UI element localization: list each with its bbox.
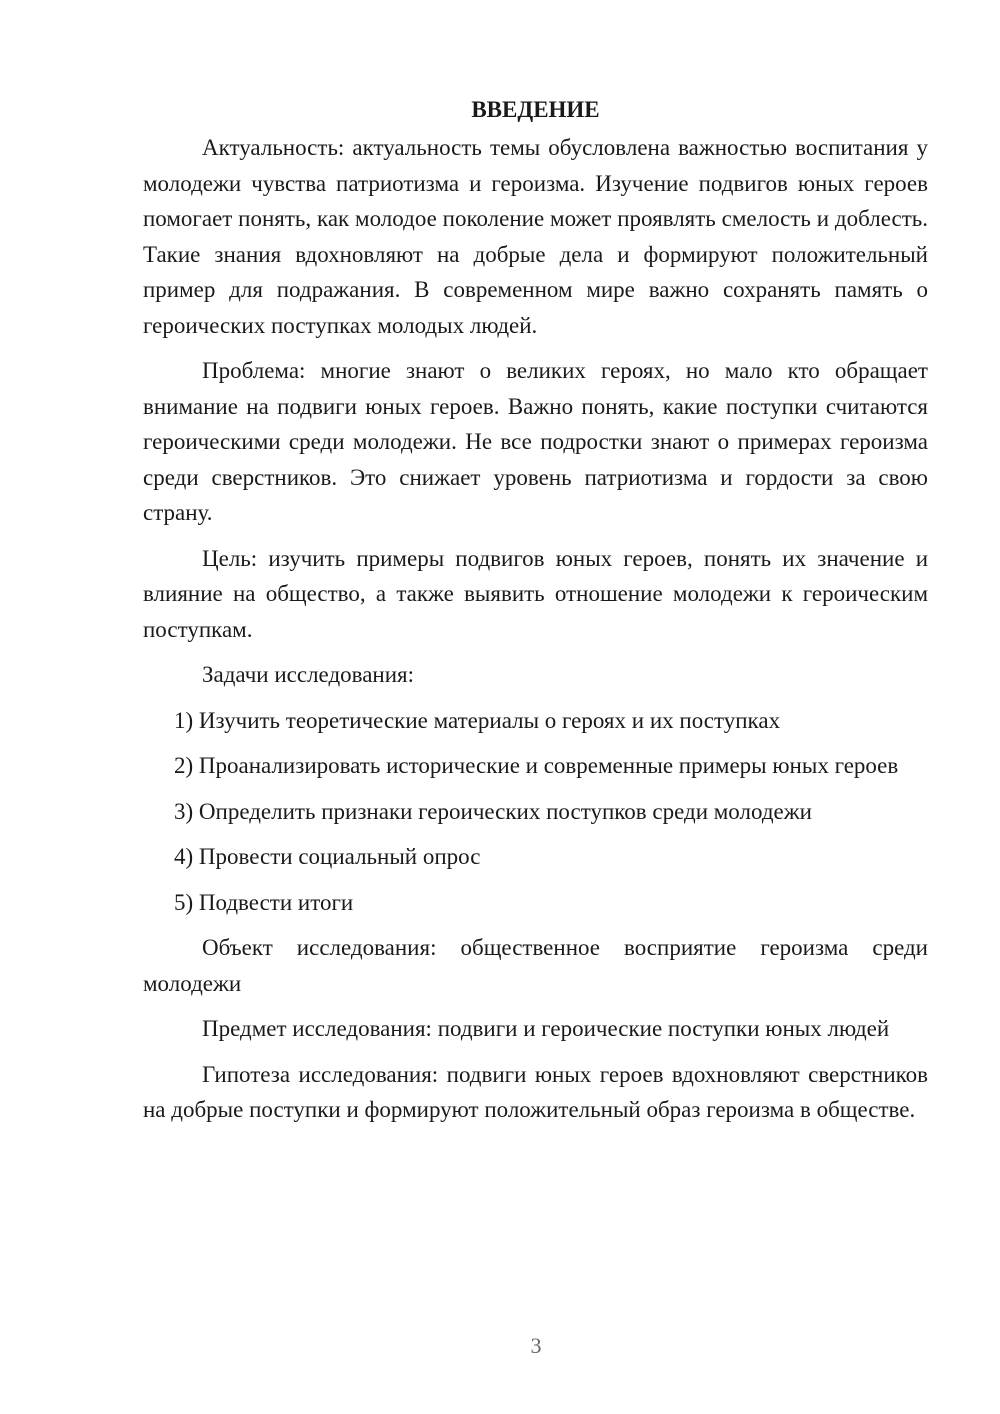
page-content bbox=[143, 92, 928, 1138]
page-number: 3 bbox=[530, 1333, 542, 1358]
object-paragraph: Объект исследования: общественное восприятие героизма среди молодежи bbox=[143, 935, 928, 996]
problem-paragraph: Проблема: многие знают о великих героях, но мало кто обращает внимание на подвиги юных героев. Важно понять, какие поступки считаются героическими среди молодежи. Не все подростки знают о примерах героизма среди сверстников. Это снижает уровень патриотизма и гордости за свою страну. bbox=[143, 358, 928, 525]
subject-paragraph: Предмет исследования: подвиги и героические поступки юных людей bbox=[202, 1016, 890, 1041]
list-item: 4) Провести социальный опрос bbox=[174, 844, 481, 869]
relevance-paragraph: Актуальность: актуальность темы обусловлена важностью воспитания у молодежи чувства патриотизма и героизма. Изучение подвигов юных героев помогает понять, как молодое поколение может проявлять смелость и доблесть. Такие знания вдохновляют на добрые дела и формируют положительный пример для подражания. В современном мире важно сохранять память о героических поступках молодых людей. bbox=[143, 135, 928, 338]
page-title: ВВЕДЕНИЕ bbox=[471, 97, 600, 122]
goal-paragraph: Цель: изучить примеры подвигов юных героев, понять их значение и влияние на общество, а также выявить отношение молодежи к героическим поступкам. bbox=[143, 545, 928, 642]
tasks-title: Задачи исследования: bbox=[202, 662, 415, 687]
tasks-list bbox=[143, 703, 928, 921]
list-item: 1) Изучить теоретические материалы о героях и их поступках bbox=[174, 707, 781, 733]
list-item: 3) Определить признаки героических поступков среди молодежи bbox=[174, 798, 812, 824]
list-item: 5) Подвести итоги bbox=[174, 889, 354, 915]
hypothesis-paragraph: Гипотеза исследования: подвиги юных героев вдохновляют сверстников на добрые поступки и формируют положительный образ героизма в обществе. bbox=[143, 1061, 928, 1122]
list-item: 2) Проанализировать исторические и современные примеры юных героев bbox=[174, 753, 899, 778]
